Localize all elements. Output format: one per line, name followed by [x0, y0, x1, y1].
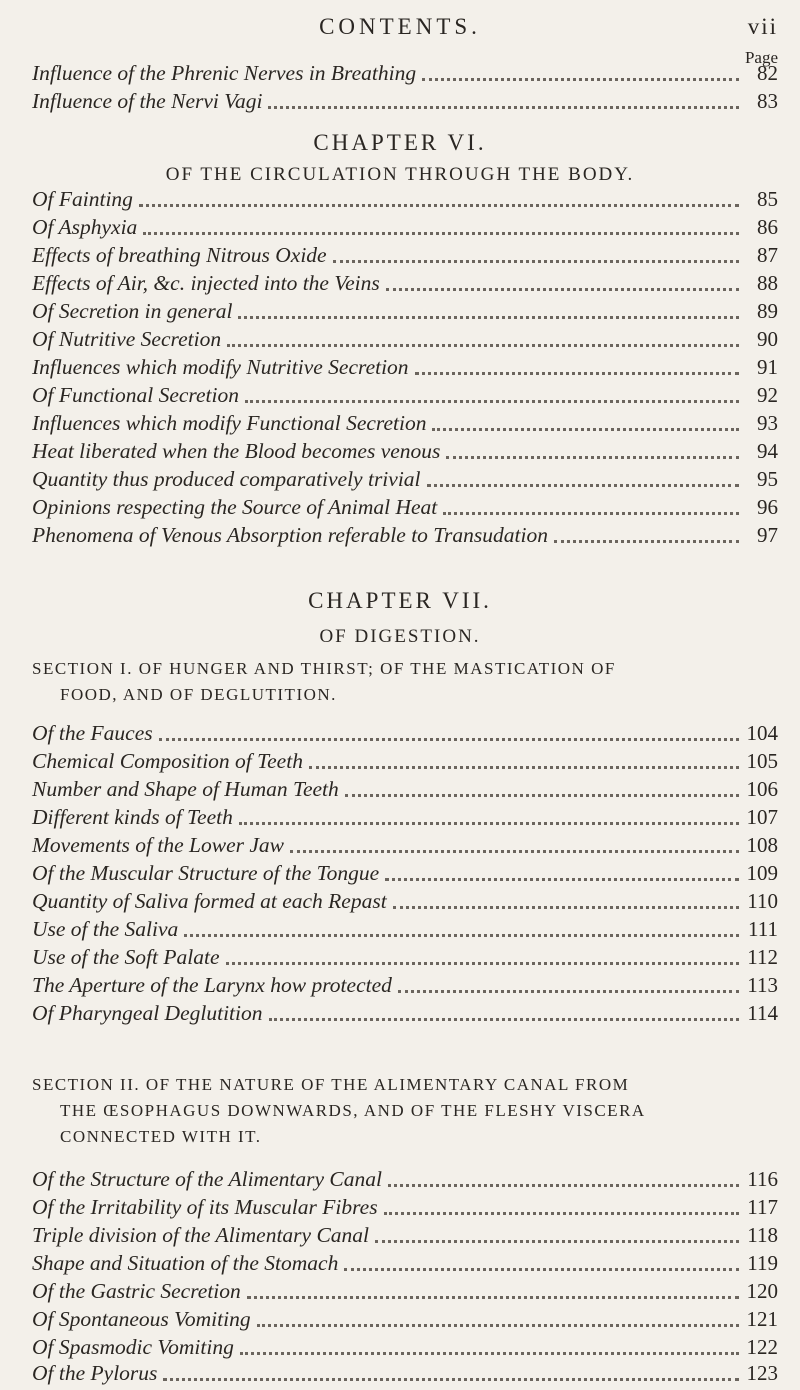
toc-entry	[32, 830, 778, 858]
toc-entry-page: 117	[747, 1195, 778, 1219]
toc-entry	[32, 858, 778, 886]
leader-dots	[247, 1288, 739, 1299]
toc-entry	[32, 718, 778, 746]
toc-entry-title: Of the Pylorus	[32, 1361, 158, 1385]
chapter-subtitle: OF DIGESTION.	[319, 626, 481, 647]
leader-dots	[443, 504, 739, 515]
leader-dots	[257, 1316, 739, 1327]
toc-entry-page: 106	[746, 777, 778, 801]
toc-entry-title: Triple division of the Alimentary Canal	[32, 1223, 370, 1247]
toc-entry-page: 104	[746, 721, 778, 745]
toc-entry-title: Of the Gastric Secretion	[32, 1279, 241, 1303]
toc-entry-page: 109	[746, 861, 778, 885]
leader-dots	[184, 926, 739, 937]
leader-dots	[375, 1232, 739, 1243]
toc-entry-title: Of the Fauces	[32, 721, 153, 745]
leader-dots	[333, 252, 739, 263]
leader-dots	[240, 1344, 739, 1355]
leader-dots	[385, 870, 739, 881]
running-head-title: CONTENTS.	[319, 14, 481, 39]
toc-entry-page: 87	[757, 243, 778, 267]
toc-entry-title: Effects of Air, &c. injected into the Veins	[32, 271, 380, 295]
leader-dots	[344, 1260, 739, 1271]
toc-entry-title: Of Spasmodic Vomiting	[32, 1335, 234, 1359]
leader-dots	[384, 1204, 739, 1215]
leader-dots	[159, 730, 739, 741]
toc-entry-page: 110	[747, 889, 778, 913]
toc-entry-page: 82	[757, 61, 778, 85]
toc-entry	[32, 998, 778, 1026]
toc-entry	[32, 1192, 778, 1220]
toc-entry	[32, 492, 778, 520]
leader-dots	[398, 982, 739, 993]
toc-entry	[32, 380, 778, 408]
toc-entry-title: Of Fainting	[32, 187, 133, 211]
toc-entry	[32, 436, 778, 464]
toc-entry-title: Of the Structure of the Alimentary Canal	[32, 1167, 382, 1191]
toc-entry	[32, 914, 778, 942]
toc-entry-page: 97	[757, 523, 778, 547]
toc-entry-title: The Aperture of the Larynx how protected	[32, 973, 392, 997]
toc-entry-title: Opinions respecting the Source of Animal Heat	[32, 495, 438, 519]
toc-entry	[32, 58, 778, 86]
leader-dots	[139, 196, 739, 207]
toc-entry	[32, 212, 778, 240]
toc-entry	[32, 296, 778, 324]
toc-entry	[32, 746, 778, 774]
section-heading-line: THE ŒSOPHAGUS DOWNWARDS, AND OF THE FLESHY VISCERA	[60, 1101, 646, 1120]
toc-entry	[32, 1358, 778, 1386]
toc-entry	[32, 520, 778, 548]
toc-entry-title: Influences which modify Functional Secretion	[32, 411, 427, 435]
leader-dots	[227, 336, 739, 347]
chapter-heading: CHAPTER VI.	[313, 130, 487, 155]
toc-entry-page: 108	[746, 833, 778, 857]
toc-entry-page: 85	[757, 187, 778, 211]
toc-entry-title: Heat liberated when the Blood becomes venous	[32, 439, 441, 463]
toc-entry-title: Of Nutritive Secretion	[32, 327, 222, 351]
leader-dots	[245, 392, 739, 403]
toc-entry-title: Influences which modify Nutritive Secretion	[32, 355, 409, 379]
toc-entry-page: 113	[747, 973, 778, 997]
leader-dots	[554, 532, 739, 543]
leader-dots	[446, 448, 739, 459]
toc-entry-title: Of the Muscular Structure of the Tongue	[32, 861, 380, 885]
toc-entry	[32, 1248, 778, 1276]
toc-entry	[32, 1276, 778, 1304]
toc-entry-title: Phenomena of Venous Absorption referable to Transudation	[32, 523, 548, 547]
toc-entry	[32, 1304, 778, 1332]
toc-entry-page: 116	[747, 1167, 778, 1191]
leader-dots	[345, 786, 739, 797]
toc-entry	[32, 352, 778, 380]
toc-entry-page: 89	[757, 299, 778, 323]
toc-entry	[32, 942, 778, 970]
toc-entry-page: 112	[747, 945, 778, 969]
toc-entry-title: Influence of the Phrenic Nerves in Breathing	[32, 61, 417, 85]
leader-dots	[386, 280, 739, 291]
leader-dots	[163, 1370, 739, 1381]
toc-entry-title: Influence of the Nervi Vagi	[32, 89, 263, 113]
toc-entry-page: 96	[757, 495, 778, 519]
toc-entry-page: 120	[746, 1279, 778, 1303]
section-heading-line: SECTION I. OF HUNGER AND THIRST; OF THE MASTICATION OF	[32, 659, 616, 678]
toc-entry-page: 107	[746, 805, 778, 829]
toc-entry	[32, 774, 778, 802]
toc-entry-title: Of Functional Secretion	[32, 383, 239, 407]
toc-entry-title: Use of the Saliva	[32, 917, 179, 941]
leader-dots	[290, 842, 739, 853]
leader-dots	[269, 1010, 740, 1021]
toc-entry-title: Different kinds of Teeth	[32, 805, 233, 829]
toc-entry-page: 121	[746, 1307, 778, 1331]
toc-entry-title: Of the Irritability of its Muscular Fibres	[32, 1195, 378, 1219]
toc-entry-page: 91	[757, 355, 778, 379]
toc-entry-page: 93	[757, 411, 778, 435]
toc-entry	[32, 1332, 778, 1360]
toc-entry-page: 95	[757, 467, 778, 491]
toc-entry	[32, 802, 778, 830]
toc-entry-page: 105	[746, 749, 778, 773]
toc-entry	[32, 86, 778, 114]
leader-dots	[268, 98, 739, 109]
leader-dots	[309, 758, 739, 769]
section-heading-line: CONNECTED WITH IT.	[60, 1127, 262, 1146]
toc-entry-page: 119	[747, 1251, 778, 1275]
toc-entry-title: Of Pharyngeal Deglutition	[32, 1001, 263, 1025]
toc-entry-page: 86	[757, 215, 778, 239]
toc-entry-title: Of Asphyxia	[32, 215, 138, 239]
toc-entry-title: Number and Shape of Human Teeth	[32, 777, 339, 801]
toc-entry-title: Shape and Situation of the Stomach	[32, 1251, 339, 1275]
toc-entry-page: 111	[748, 917, 778, 941]
leader-dots	[239, 814, 739, 825]
chapter-heading: CHAPTER VII.	[308, 588, 492, 613]
running-head-page-number: vii	[747, 14, 778, 39]
toc-entry-page: 118	[747, 1223, 778, 1247]
toc-entry	[32, 184, 778, 212]
toc-entry	[32, 240, 778, 268]
leader-dots	[393, 898, 739, 909]
toc-entry-title: Effects of breathing Nitrous Oxide	[32, 243, 327, 267]
toc-entry	[32, 408, 778, 436]
toc-entry	[32, 886, 778, 914]
chapter-subtitle: OF THE CIRCULATION THROUGH THE BODY.	[165, 164, 635, 185]
toc-entry-title: Quantity of Saliva formed at each Repast	[32, 889, 387, 913]
section-heading-line: SECTION II. OF THE NATURE OF THE ALIMENTARY CANAL FROM	[32, 1075, 630, 1094]
running-head	[0, 14, 800, 44]
toc-entry-title: Chemical Composition of Teeth	[32, 749, 303, 773]
leader-dots	[388, 1176, 739, 1187]
toc-entry-title: Of Spontaneous Vomiting	[32, 1307, 251, 1331]
toc-entry-page: 83	[757, 89, 778, 113]
toc-entry	[32, 324, 778, 352]
leader-dots	[226, 954, 740, 965]
toc-entry-title: Of Secretion in general	[32, 299, 233, 323]
toc-entry-title: Use of the Soft Palate	[32, 945, 220, 969]
toc-entry	[32, 464, 778, 492]
leader-dots	[143, 224, 739, 235]
toc-entry-page: 123	[746, 1361, 778, 1385]
toc-entry-title: Movements of the Lower Jaw	[32, 833, 284, 857]
toc-entry	[32, 1164, 778, 1192]
toc-entry-page: 92	[757, 383, 778, 407]
toc-entry-page: 94	[757, 439, 778, 463]
leader-dots	[432, 420, 739, 431]
toc-entry-page: 88	[757, 271, 778, 295]
leader-dots	[427, 476, 739, 487]
toc-entry-title: Quantity thus produced comparatively trivial	[32, 467, 421, 491]
toc-entry-page: 90	[757, 327, 778, 351]
page-column-label: Page	[744, 48, 778, 67]
leader-dots	[422, 70, 739, 81]
section-heading-line: FOOD, AND OF DEGLUTITION.	[60, 685, 337, 704]
section-heading	[32, 656, 778, 708]
leader-dots	[415, 364, 739, 375]
toc-entry-page: 122	[746, 1335, 778, 1359]
toc-entry	[32, 1220, 778, 1248]
section-heading	[32, 1072, 778, 1150]
toc-entry	[32, 268, 778, 296]
leader-dots	[238, 308, 739, 319]
toc-entry	[32, 970, 778, 998]
toc-entry-page: 114	[747, 1001, 778, 1025]
